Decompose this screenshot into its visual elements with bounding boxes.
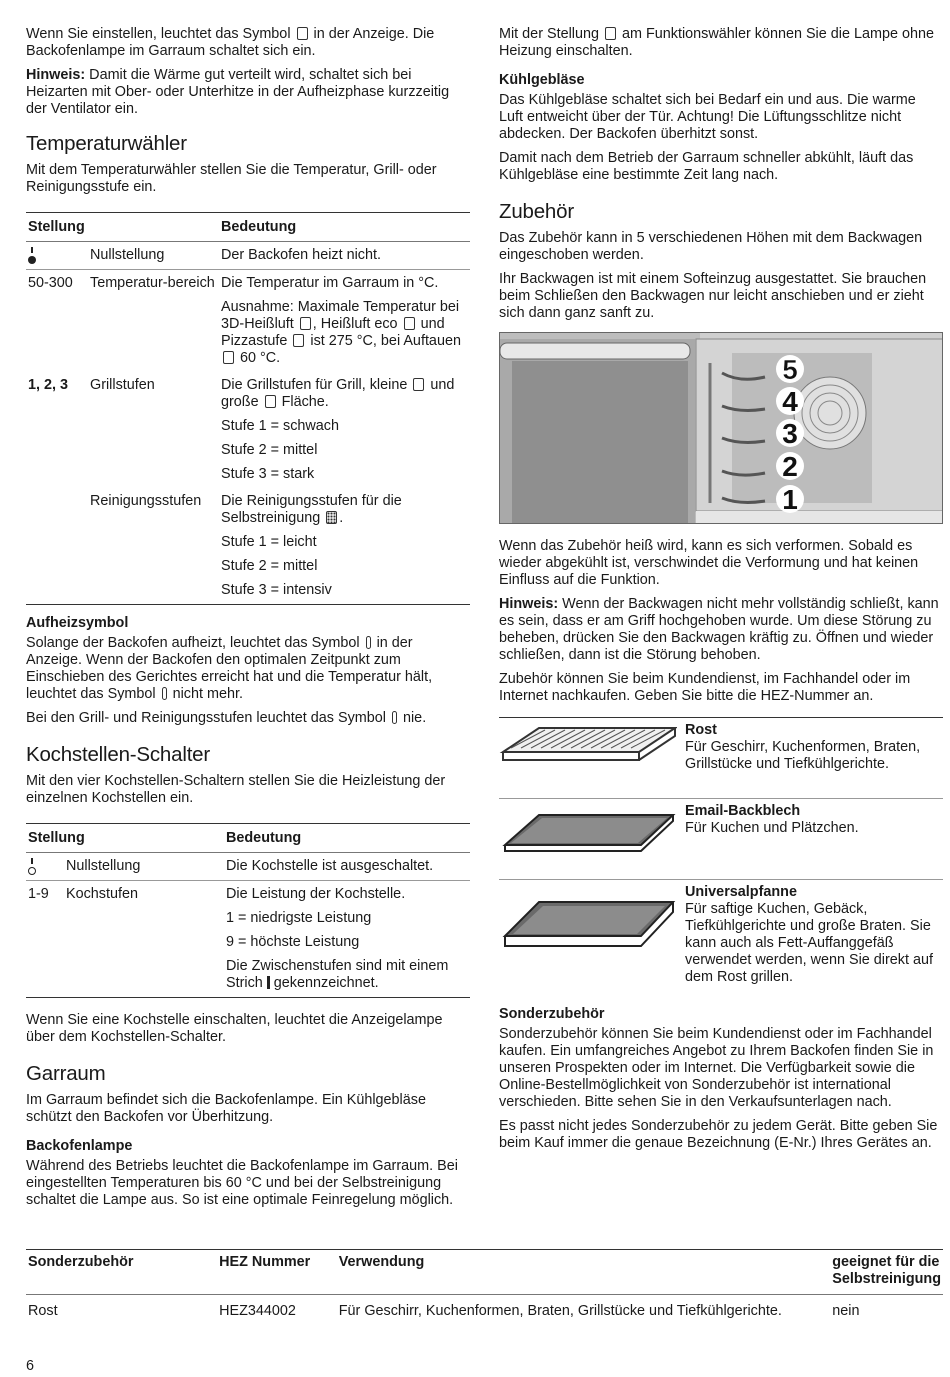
aufheizsymbol-heading: Aufheizsymbol [26,615,129,631]
col-bedeutung: Bedeutung [219,213,470,242]
oven-illustration [500,333,942,523]
svg-text:4: 4 [782,386,798,417]
list-item [499,799,943,880]
accessory-text: Für saftige Kuchen, Gebäck, Tiefkühlgerichte und große Braten. Sie kann auch als Fett-Auffanggefäß verwendet werden, wenn Sie direkt auf dem Rost grillen. [685,901,933,985]
zub-hinweis: Hinweis: Wenn der Backwagen nicht mehr vollständig schließt, kann es sein, dass er am Griff hochgehoben wurde. Um diese Störung zu beheben, drücken Sie den Backwagen kräftig zu. Öffnen und wieder schließen, dann ist die Störung behoben. [499,596,939,663]
3d-hot-air-icon [300,317,311,330]
hinweis-paragraph: Hinweis: Damit die Wärme gut verteilt wird, schaltet sich bei Heizarten mit Ober- oder Unterhitze in der Aufheizphase kurzzeitig der Ventilator ein. [26,67,450,117]
kuehl-paragraph-1: Das Kühlgebläse schaltet sich bei Bedarf ein und aus. Die warme Luft entweicht über der Tür. Achtung! Die Lüftungsschlitze nicht abdecken. Der Backofen überhitzt sonst. [499,92,916,142]
rost-image [499,722,677,792]
accessory-text: Für Geschirr, Kuchenformen, Braten, Grillstücke und Tiefkühlgerichte. [685,739,921,772]
accessory-list [499,717,943,992]
svg-text:2: 2 [782,451,798,482]
oven-levels-figure [499,332,943,524]
col-sonderzubehoer: Sonderzubehör [26,1250,217,1295]
lamp-paragraph: Mit der Stellung am Funktionswähler können Sie die Lampe ohne Heizung einschalten. [499,26,934,59]
accessory-text: Für Kuchen und Plätzchen. [685,820,859,836]
kuehl-paragraph-2: Damit nach dem Betrieb der Garraum schneller abkühlt, läuft das Kühlgebläse eine bestimmte Zeit lang nach. [499,150,914,183]
defrost-icon [223,351,234,364]
col-bedeutung: Bedeutung [224,824,470,853]
table-row: 1, 2, 3 Grillstufen Die Grillstufen für Grill, kleine und große Fläche. Stufe 1 = schwach Stufe 2 = mittel Stufe 3 = stark [28,377,455,482]
lamp-icon [605,27,616,40]
self-cleaning-icon [326,511,337,524]
list-item [499,718,943,799]
col-verwendung: Verwendung [337,1250,831,1295]
zubehoer-heading: Zubehör [499,200,574,223]
table-row: Nullstellung Der Backofen heizt nicht. [26,242,470,270]
zub-paragraph-2: Ihr Backwagen ist mit einem Softeinzug ausgestattet. Sie brauchen beim Schließen den Backwagen nur leicht anschieben und er zieht sich dann ganz sanft zu. [499,271,927,321]
backofenlampe-heading: Backofenlampe [26,1138,133,1154]
off-position-icon [28,858,36,876]
temp-intro: Mit dem Temperaturwähler stellen Sie die Temperatur, Grill- oder Reinigungsstufe ein. [26,162,437,195]
aufheiz-paragraph-2: Bei den Grill- und Reinigungsstufen leuchtet das Symbol nie. [26,710,427,726]
heating-symbol-icon [392,711,397,724]
dash-mark-icon [267,976,270,989]
grill-large-icon [265,395,276,408]
aufheiz-paragraph-1: Solange der Backofen aufheizt, leuchtet das Symbol in der Anzeige. Wenn der Backofen den optimalen Zeitpunkt zum Einschieben des Gerichtes erreicht hat und die Temperatur hält, leuchtet das Symbol nicht mehr. [26,635,433,702]
sonderzubehoer-table [26,1249,943,1328]
sonder-paragraph-1: Sonderzubehör können Sie beim Kundendienst oder im Fachhandel kaufen. Ein umfangreiches Angebot zu Ihrem Backofen finden Sie in unseren Prospekten oder im Internet. Die Verfügbarkeit sowie die Online-Bestellmöglichkeit von Sonderzubehör ist international verschieden. Bitte sehen Sie in den Verkaufsunterlagen nach. [499,1026,934,1110]
kuehlgeblaese-heading: Kühlgebläse [499,72,585,88]
square-symbol-icon [297,27,308,40]
grill-small-icon [413,378,424,391]
temperature-table [26,212,470,605]
heating-symbol-icon [366,636,371,649]
svg-text:5: 5 [782,354,798,385]
page-number: 6 [26,1358,35,1374]
right-column [499,26,943,1159]
col-stellung: Stellung [26,213,219,242]
sonder-paragraph-2: Es passt nicht jedes Sonderzubehör zu jedem Gerät. Bitte geben Sie beim Kauf immer die genaue Bezeichnung (E-Nr.) Ihres Gerätes an. [499,1118,938,1151]
svg-text:1: 1 [782,484,798,515]
table-row: Nullstellung Die Kochstelle ist ausgeschaltet. [26,853,470,881]
table-row: Reinigungsstufen Die Reinigungsstufen für die Selbstreinigung . Stufe 1 = leicht Stufe 2 = mittel Stufe 3 = intensiv [26,488,470,605]
left-column [26,26,470,1216]
universalpfanne-image [499,884,677,972]
list-item [499,880,943,992]
garraum-intro: Im Garraum befindet sich die Backofenlampe. Ein Kühlgebläse schützt den Backofen vor Überhitzung. [26,1092,426,1125]
koch-intro: Mit den vier Kochstellen-Schaltern stellen Sie die Heizleistung der einzelnen Kochstellen ein. [26,773,446,806]
table-row: 50-300 Temperatur-bereich Die Temperatur im Garraum in °C. Ausnahme: Maximale Temperatur bei 3D-Heißluft , Heißluft eco und Pizzastufe ist 275 °C, bei Auftauen 60 °C. [28,275,461,366]
backblech-image [499,803,677,873]
accessory-title: Email-Backblech [685,803,801,819]
kochstellen-heading: Kochstellen-Schalter [26,743,211,766]
accessory-title: Rost [685,722,717,738]
koch-after: Wenn Sie eine Kochstelle einschalten, leuchtet die Anzeigelampe über dem Kochstellen-Schalter. [26,1012,443,1045]
sonderzubehoer-heading: Sonderzubehör [499,1006,605,1022]
garraum-heading: Garraum [26,1062,106,1085]
pizza-setting-icon [293,334,304,347]
heating-symbol-icon [162,687,167,700]
kochstellen-table [26,823,470,998]
lampe-paragraph: Während des Betriebs leuchtet die Backofenlampe im Garraum. Bei eingestellten Temperaturen bis 60 °C und bei der Selbstreinigung schaltet die Lampe aus. So ist eine optimale Feinregelung möglich. [26,1158,458,1208]
intro-paragraph: Wenn Sie einstellen, leuchtet das Symbol in der Anzeige. Die Backofenlampe im Garraum schaltet sich ein. [26,26,435,59]
table-row: 1-9 Kochstufen Die Leistung der Kochstelle. 1 = niedrigste Leistung 9 = höchste Leistung Die Zwischenstufen sind mit einem Strich gekennzeichnet. [26,881,470,998]
zub-paragraph-4: Zubehör können Sie beim Kundendienst, im Fachhandel oder im Internet nachkaufen. Geben Sie bitte die HEZ-Nummer an. [499,671,911,704]
accessory-title: Universalpfanne [685,884,797,900]
col-selbstreinigung: geeignet für die Selbstreinigung [830,1250,943,1295]
zub-paragraph-1: Das Zubehör kann in 5 verschiedenen Höhen mit dem Backwagen eingeschoben werden. [499,230,923,263]
table-row: Rost HEZ344002 Für Geschirr, Kuchenformen, Braten, Grillstücke und Tiefkühlgerichte. nein [28,1303,860,1319]
zub-paragraph-3: Wenn das Zubehör heiß wird, kann es sich verformen. Sobald es wieder abgekühlt ist, verschwindet die Verformung und hat keinen Einfluss auf die Funktion. [499,538,919,588]
col-hez-nummer: HEZ Nummer [217,1250,337,1295]
col-stellung: Stellung [26,824,224,853]
svg-text:3: 3 [782,418,798,449]
null-position-icon [28,247,36,265]
temperaturwaehler-heading: Temperaturwähler [26,132,187,155]
hot-air-eco-icon [404,317,415,330]
